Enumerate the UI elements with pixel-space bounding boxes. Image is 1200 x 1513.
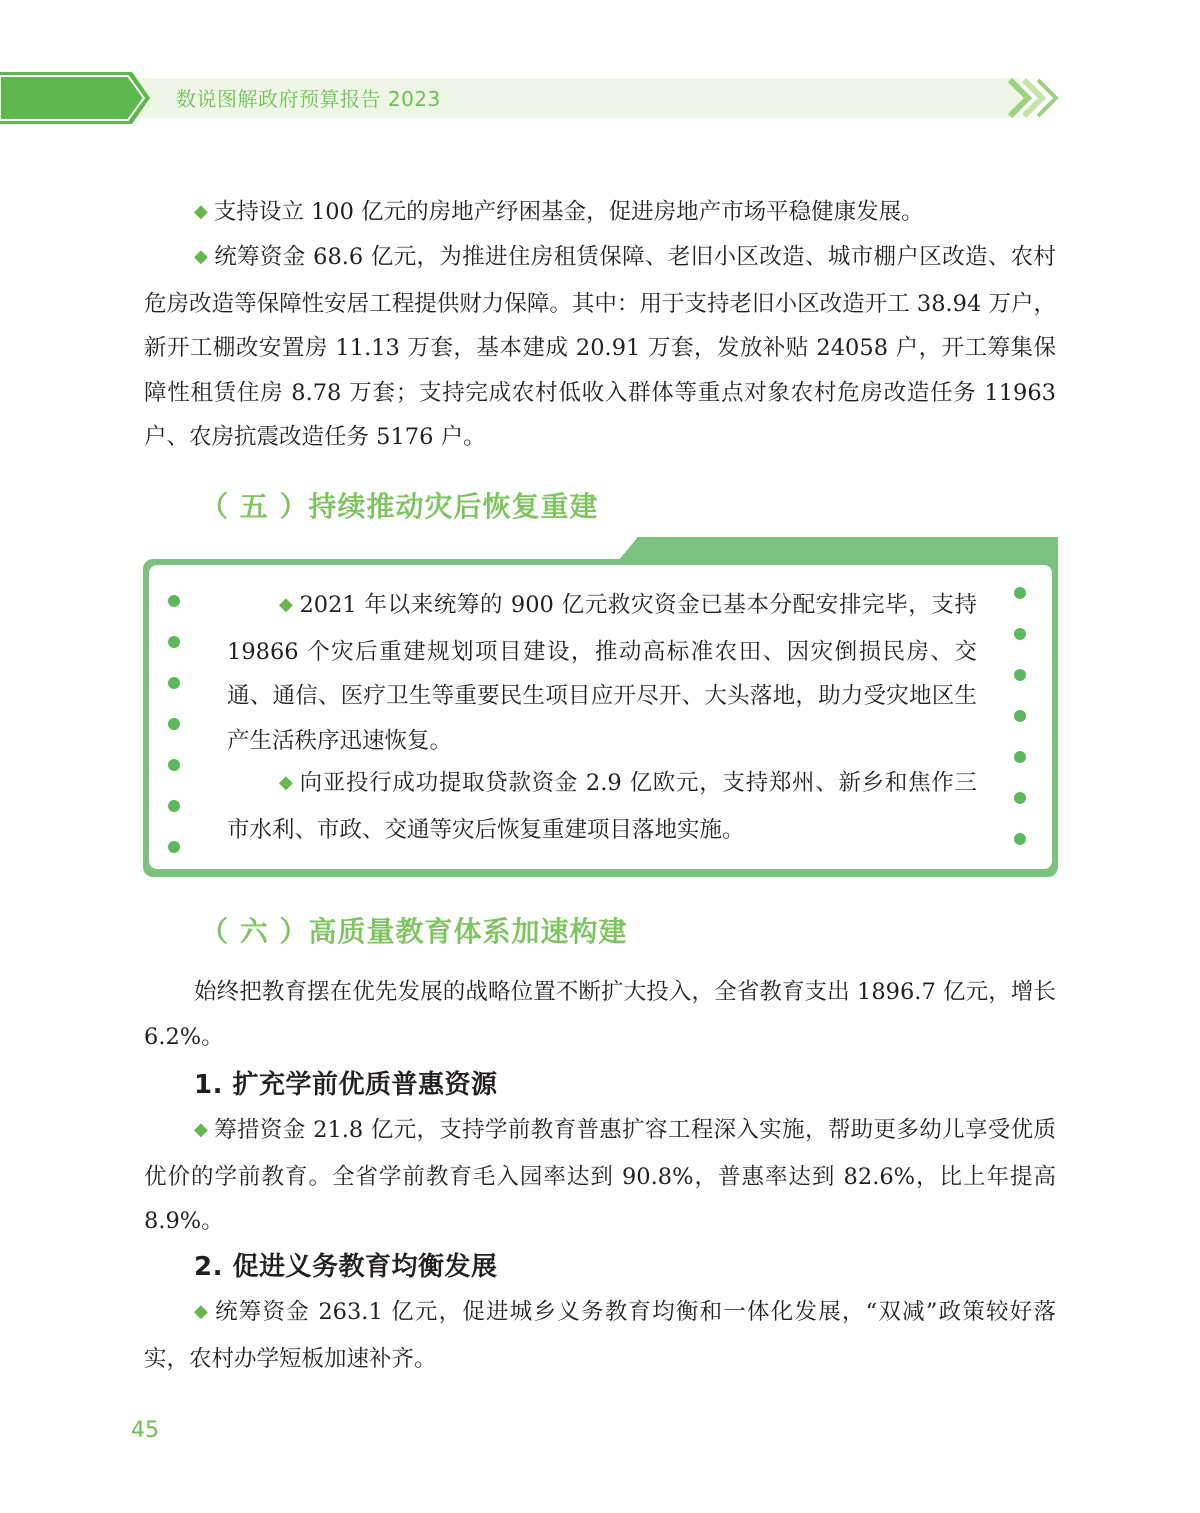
box-paragraph-relief-funds <box>227 583 977 763</box>
sub-heading-compulsory-education: 2. 促进义务教育均衡发展 <box>194 1252 498 1282</box>
box-text: 向亚投行成功提取贷款资金 2.9 亿欧元，支持郑州、新乡和焦作三市水利、市政、交通等灾后恢复重建项目落地实施。 <box>227 770 978 843</box>
box-text: 2021 年以来统筹的 900 亿元救灾资金已基本分配安排完毕，支持 19866 个灾后重建规划项目建设，推动高标准农田、因灾倒损民房、交通、通信、医疗卫生等重要民生项目应开尽开、大头落地，助力受灾地区生产生活秩序迅速恢复。 <box>227 592 978 754</box>
decorative-dot <box>1014 751 1026 763</box>
compulsory-education-text: 统筹资金 263.1 亿元，促进城乡义务教育均衡和一体化发展，“双减”政策较好落实，农村办学短板加速补齐。 <box>144 1299 1056 1372</box>
decorative-dot <box>1014 587 1026 599</box>
diamond-bullet-icon: ◆ <box>279 594 294 615</box>
diamond-bullet-icon: ◆ <box>194 1301 210 1322</box>
section-heading-education: （ 六 ）高质量教育体系加速构建 <box>200 915 628 948</box>
diamond-bullet-icon: ◆ <box>194 1119 209 1140</box>
education-intro-paragraph: 始终把教育摆在优先发展的战略位置不断扩大投入，全省教育支出 1896.7 亿元，增长 6.2%。 <box>144 979 1056 1050</box>
preschool-paragraph <box>144 1108 1056 1244</box>
decorative-dot <box>168 718 180 730</box>
page-number: 45 <box>131 1418 159 1443</box>
decorative-dot <box>1014 669 1026 681</box>
section-heading-disaster-recovery: （ 五 ）持续推动灾后恢复重建 <box>200 490 599 523</box>
bullet-paragraph-housing <box>144 235 1056 460</box>
compulsory-education-paragraph <box>144 1290 1056 1381</box>
diamond-bullet-icon: ◆ <box>194 201 208 222</box>
bullet-text: 支持设立 100 亿元的房地产纾困基金，促进房地产市场平稳健康发展。 <box>213 199 924 225</box>
decorative-dot <box>1014 628 1026 640</box>
diamond-bullet-icon: ◆ <box>194 246 209 267</box>
bullet-paragraph-fund <box>144 190 1056 237</box>
decorative-dot <box>1014 710 1026 722</box>
preschool-text: 筹措资金 21.8 亿元，支持学前教育普惠扩容工程深入实施，帮助更多幼儿享受优质优价的学前教育。全省学前教育毛入园率达到 90.8%，普惠率达到 82.6%，比上年提高 8.9%。 <box>144 1117 1057 1234</box>
decorative-dot <box>168 595 180 607</box>
header-title: 数说图解政府预算报告 2023 <box>176 87 441 111</box>
page-header <box>0 70 1200 126</box>
decorative-dot <box>1014 833 1026 845</box>
decorative-dot <box>168 677 180 689</box>
decorative-dot <box>168 841 180 853</box>
bullet-text: 统筹资金 68.6 亿元，为推进住房租赁保障、老旧小区改造、城市棚户区改造、农村危房改造等保障性安居工程提供财力保障。其中：用于支持老旧小区改造开工 38.94 万户，新开工棚改安置房 11.13 万套，基本建成 20.91 万套，发放补贴 24058 户，开工筹集保障性租赁住房 8.78 万套；支持完成农村低收入群体等重点对象农村危房改造任务 11963 户、农房抗震改造任务 5176 户。 <box>144 244 1057 450</box>
box-paragraph-aiib-loan <box>227 761 977 852</box>
highlight-box <box>143 537 1058 877</box>
sub-heading-preschool: 1. 扩充学前优质普惠资源 <box>194 1070 498 1100</box>
decorative-dot <box>168 636 180 648</box>
decorative-dot <box>168 800 180 812</box>
diamond-bullet-icon: ◆ <box>279 772 294 793</box>
decorative-dot <box>1014 792 1026 804</box>
decorative-dot <box>168 759 180 771</box>
